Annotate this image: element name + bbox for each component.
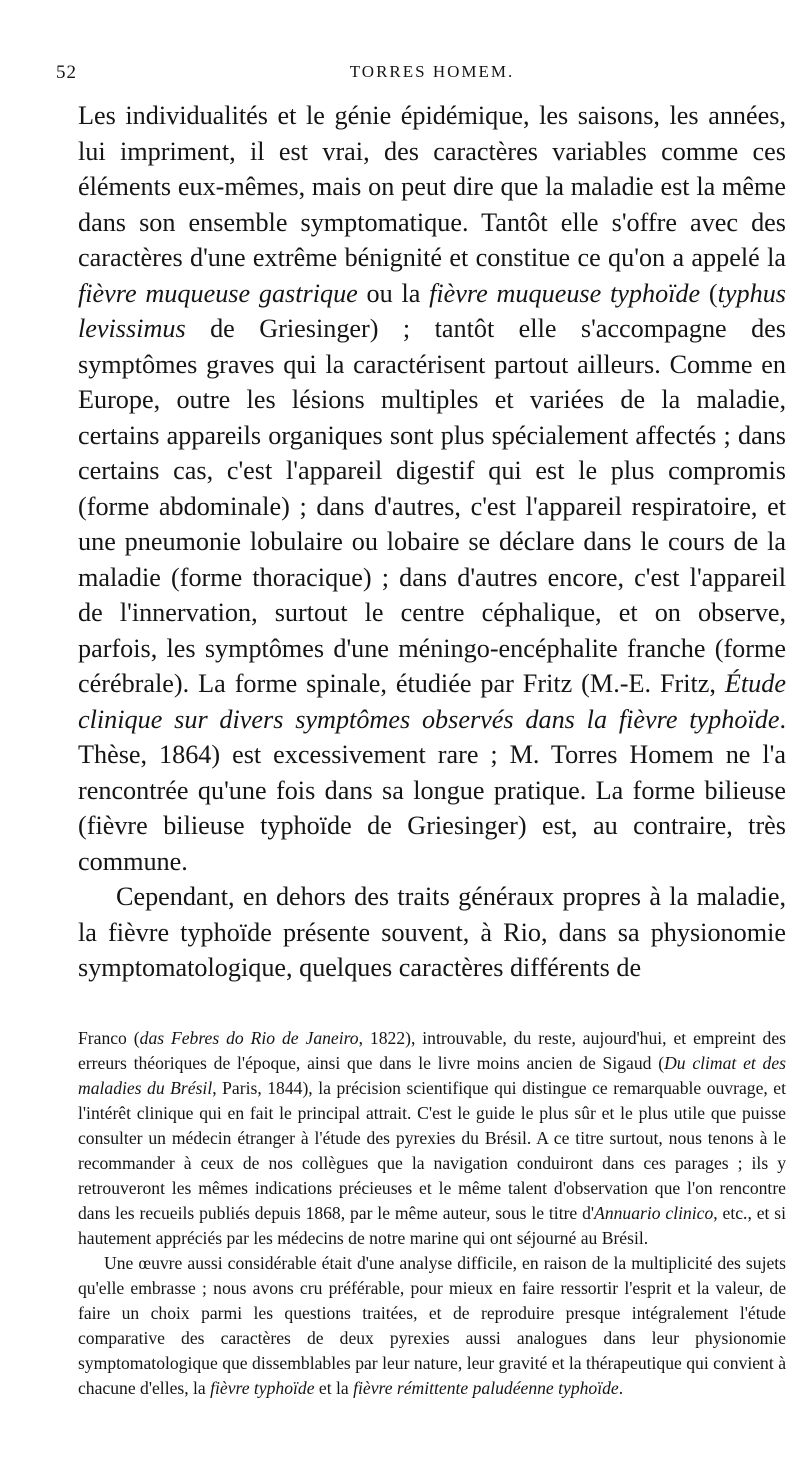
running-head: TORRES HOMEM. — [349, 62, 515, 81]
body-text — [78, 98, 786, 986]
page-number: 52 — [56, 62, 77, 83]
footnote-paragraph: Une œuvre aussi considérable était d'une analyse difficile, en raison de la multiplicité des sujets qu'elle embrasse ; nous avons cru préférable, pour mieux en faire ressortir l'esprit et la valeur, de faire un choix parmi les questions traitées, et de reproduire presque intégralement l'étude comparative des caractères de deux pyrexies aussi analogues dans leur physionomie symptomatologique que dissemblables par leur nature, leur gravité et la thérapeutique qui convient à chacune d'elles, la fièvre typhoïde et la fièvre rémittente paludéenne typhoïde. — [78, 1252, 786, 1398]
main-paragraph: Les individualités et le génie épidémique, les saisons, les années, lui impriment, il est vrai, des caractères variables comme ces éléments eux-mêmes, mais on peut dire que la maladie est la même dans son ensemble symptomatique. Tantôt elle s'offre avec des caractères d'une extrême bénignité et constitue ce qu'on a appelé la fièvre muqueuse gastrique ou la fièvre muqueuse typhoïde (typhus levissimus de Griesinger) ; tantôt elle s'accompagne des symptômes graves qui la caractérisent partout ailleurs. Comme en Europe, outre les lésions multiples et variées de la maladie, certains appareils organiques sont plus spécialement affectés ; dans certains cas, c'est l'appareil digestif qui est le plus compromis (forme abdominale) ; dans d'autres, c'est l'appareil respiratoire, et une pneumonie lobulaire ou lobaire se déclare dans le cours de la maladie (forme thoracique) ; dans d'autres encore, c'est l'appareil de l'innervation, surtout le centre céphalique, et on observe, parfois, les symptômes d'une méningo-encéphalite franche (forme cérébrale). La forme spinale, étudiée par Fritz (M.-E. Fritz, Étude clinique sur divers symptômes observés dans la fièvre typhoïde. Thèse, 1864) est excessivement rare ; M. Torres Homem ne l'a rencontrée qu'une fois dans sa longue pratique. La forme bilieuse (fièvre bilieuse typhoïde de Griesinger) est, au contraire, très commune. — [78, 101, 786, 876]
footnotes — [78, 1026, 786, 1401]
book-page — [56, 62, 787, 1401]
page-header — [56, 62, 786, 88]
second-paragraph: Cependant, en dehors des traits généraux propres à la maladie, la fièvre typhoïde présente souvent, à Rio, dans sa physionomie symptomatologique, quelques caractères différents de — [78, 882, 786, 982]
footnote-continuation: Franco (das Febres do Rio de Janeiro, 1822), introuvable, du reste, aujourd'hui, et empreint des erreurs théoriques de l'époque, ainsi que dans le livre moins ancien de Sigaud (Du climat et des maladies du Brésil, Paris, 1844), la précision scientifique qui distingue ce remarquable ouvrage, et l'intérêt clinique qui en fait le principal attrait. C'est le guide le plus sûr et le plus utile que puisse consulter un médecin étranger à l'étude des pyrexies du Brésil. A ce titre surtout, nous tenons à le recommander à ceux de nos collègues que la navigation conduiront dans ces parages ; ils y retrouveront les mêmes indications précieuses et le même talent d'observation que l'on rencontre dans les recueils publiés depuis 1868, par le même auteur, sous le titre d'Annuario clinico, etc., et si hautement appréciés par les médecins de notre marine qui ont séjourné au Brésil. — [78, 1027, 787, 1248]
